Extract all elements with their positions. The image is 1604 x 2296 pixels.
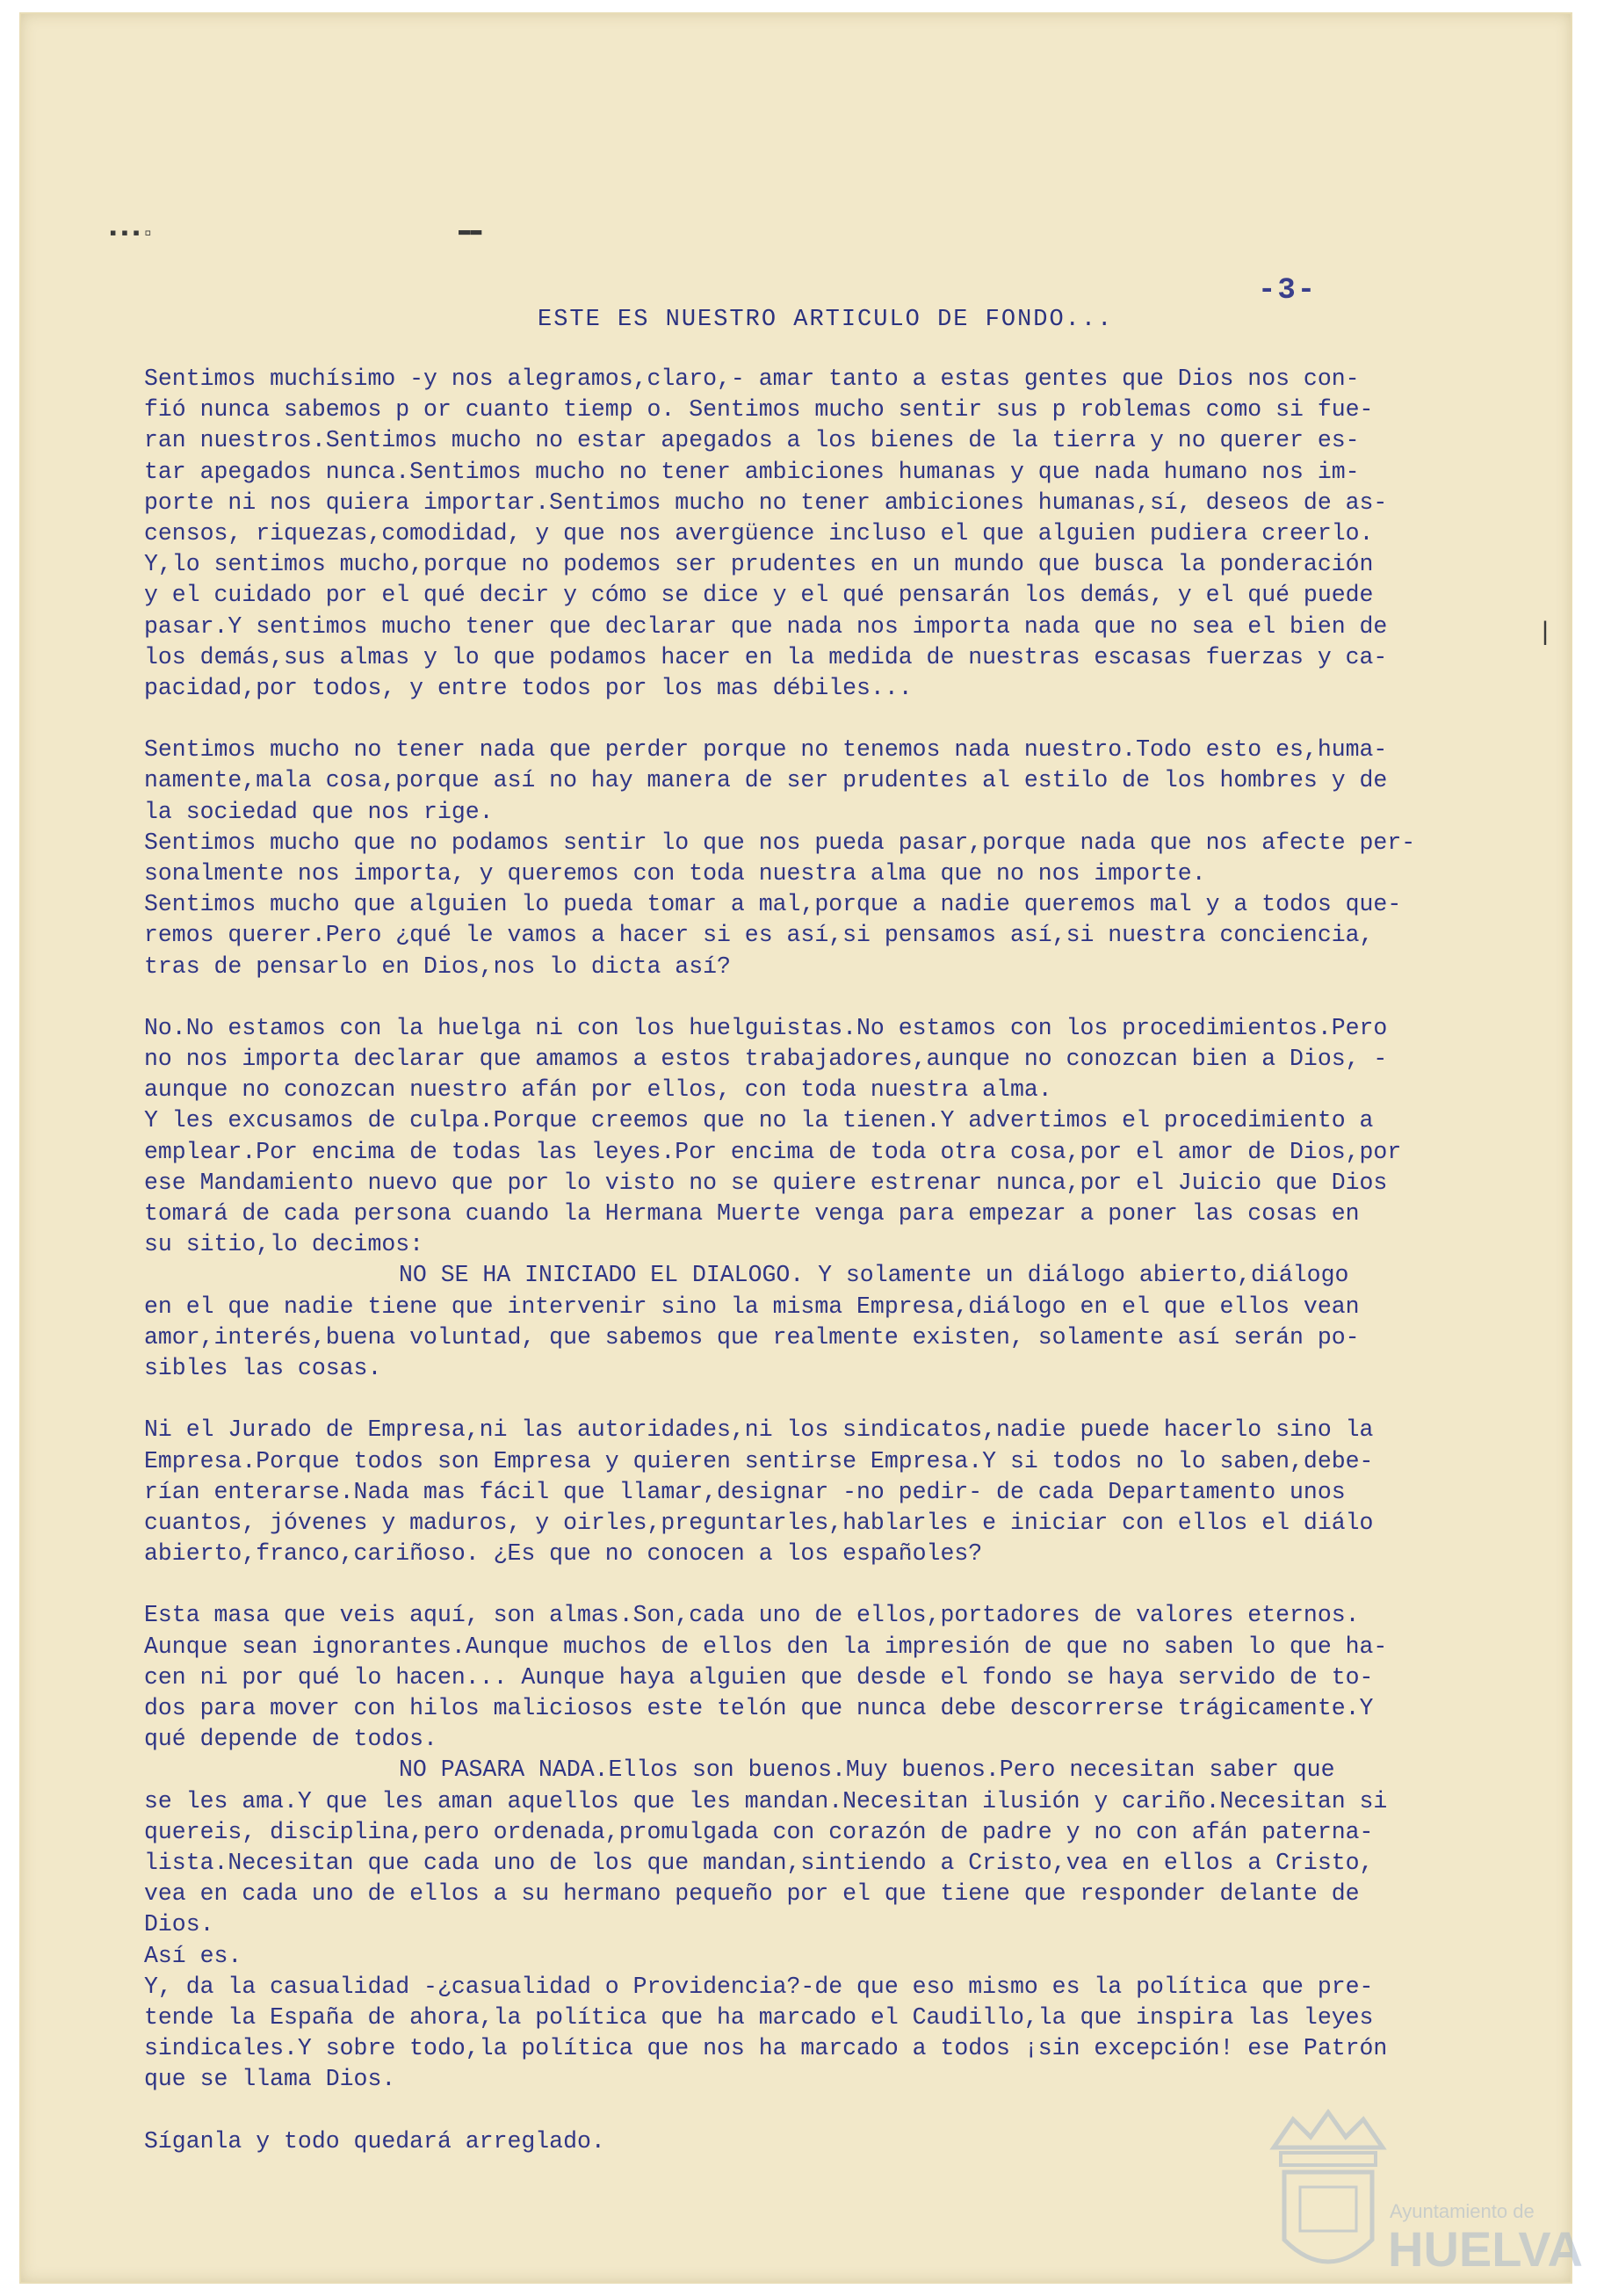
- paragraph-4: [144, 1415, 1453, 1569]
- text-line: vea en cada uno de ellos a su hermano pequeño por el que tiene que responder delante de: [144, 1880, 1360, 1908]
- text-line: Y les excusamos de culpa.Porque creemos que no la tienen.Y advertimos el procedimiento a: [144, 1107, 1374, 1134]
- text-line: pasar.Y sentimos mucho tener que declarar que nada nos importa nada que no sea el bien de: [144, 612, 1388, 640]
- text-line: ran nuestros.Sentimos mucho no estar apegados a los bienes de la tierra y no querer es-: [144, 427, 1360, 454]
- text-line: tar apegados nunca.Sentimos mucho no tener ambiciones humanas y que nada humano nos im-: [144, 458, 1360, 485]
- text-line: Empresa.Porque todos son Empresa y quieren sentirse Empresa.Y si todos no lo saben,debe-: [144, 1447, 1374, 1474]
- text-line: la sociedad que nos rige.: [144, 798, 494, 825]
- text-line: aunque no conozcan nuestro afán por ellos, con toda nuestra alma.: [144, 1076, 1052, 1104]
- text-line: qué depende de todos.: [144, 1726, 437, 1753]
- text-line: censos, riquezas,comodidad, y que nos avergüence incluso el que alguien pudiera creerlo.: [144, 520, 1374, 547]
- text-line: Dios.: [144, 1911, 214, 1938]
- text-line: Sentimos mucho que alguien lo pueda tomar a mal,porque a nadie queremos mal y a todos que-: [144, 891, 1402, 918]
- text-line: emplear.Por encima de todas las leyes.Por encima de toda otra cosa,por el amor de Dios,por: [144, 1138, 1402, 1165]
- text-line: cuantos, jóvenes y maduros, y oirles,preguntarles,hablarles e iniciar con ellos el diálo: [144, 1509, 1374, 1536]
- text-line: remos querer.Pero ¿qué le vamos a hacer si es así,si pensamos así,si nuestra conciencia,: [144, 922, 1374, 949]
- text-line: Sentimos mucho que no podamos sentir lo que nos pueda pasar,porque nada que nos afecte per-: [144, 829, 1416, 856]
- text-line: No.No estamos con la huelga ni con los huelguistas.No estamos con los procedimientos.Pero: [144, 1014, 1388, 1041]
- text-line: Y,lo sentimos mucho,porque no podemos ser prudentes en un mundo que busca la ponderación: [144, 551, 1374, 578]
- ink-mark: ▬▬: [459, 220, 482, 242]
- text-line: sonalmente nos importa, y queremos con toda nuestra alma que no nos importe.: [144, 860, 1206, 887]
- margin-mark: |: [1537, 619, 1554, 648]
- text-line: se les ama.Y que les aman aquellos que les mandan.Necesitan ilusión y cariño.Necesitan si: [144, 1787, 1388, 1814]
- article-body: [144, 364, 1453, 2157]
- text-line: sibles las cosas.: [144, 1355, 382, 1382]
- text-line: y el cuidado por el qué decir y cómo se dice y el qué pensarán los demás, y el qué puede: [144, 582, 1374, 609]
- text-line: ese Mandamiento nuevo que por lo visto no se quiere estrenar nunca,por el Juicio que Dios: [144, 1169, 1388, 1196]
- text-line: fió nunca sabemos p or cuanto tiemp o. Sentimos mucho sentir sus p roblemas como si fue-: [144, 396, 1374, 424]
- text-line: cen ni por qué lo hacen... Aunque haya alguien que desde el fondo se haya servido de to-: [144, 1663, 1374, 1691]
- paragraph-5: [144, 1600, 1453, 2095]
- text-line: namente,mala cosa,porque así no hay manera de ser prudentes al estilo de los hombres y de: [144, 767, 1388, 794]
- archive-seal-watermark: [1258, 2086, 1583, 2292]
- text-line: los demás,sus almas y lo que podamos hacer en la medida de nuestras escasas fuerzas y ca-: [144, 643, 1388, 670]
- crown-shield-icon: [1274, 2112, 1383, 2262]
- text-line: porte ni nos quiera importar.Sentimos mucho no tener ambiciones humanas,sí, deseos de as-: [144, 489, 1388, 516]
- text-line: rían enterarse.Nada mas fácil que llamar,designar -no pedir- de cada Departamento unos: [144, 1478, 1346, 1505]
- ink-mark: ▪▪▪▫: [107, 223, 154, 245]
- text-line: abierto,franco,cariñoso. ¿Es que no conocen a los españoles?: [144, 1540, 983, 1568]
- text-line: sindicales.Y sobre todo,la política que nos ha marcado a todos ¡sin excepción! ese Patrón: [144, 2035, 1388, 2062]
- paragraph-3: [144, 1013, 1453, 1384]
- paper-sheet: [19, 12, 1583, 2284]
- text-line: Ni el Jurado de Empresa,ni las autoridades,ni los sindicatos,nadie puede hacerlo sino la: [144, 1416, 1374, 1444]
- text-line: Aunque sean ignorantes.Aunque muchos de ellos den la impresión de que no saben lo que ha-: [144, 1633, 1388, 1660]
- text-line: quereis, disciplina,pero ordenada,promulgada con corazón de padre y no con afán paterna-: [144, 1818, 1374, 1845]
- text-line: que se llama Dios.: [144, 2066, 396, 2093]
- text-line: dos para mover con hilos maliciosos este telón que nunca debe descorrerse trágicamente.Y: [144, 1694, 1374, 1721]
- text-line-indented: NO PASARA NADA.Ellos son buenos.Muy buenos.Pero necesitan saber que: [399, 1756, 1335, 1784]
- paragraph-1: [144, 364, 1453, 704]
- text-line: lista.Necesitan que cada uno de los que mandan,sintiendo a Cristo,vea en ellos a Cristo,: [144, 1849, 1374, 1876]
- article-title: ESTE ES NUESTRO ARTICULO DE FONDO...: [538, 307, 1114, 333]
- text-line: pacidad,por todos, y entre todos por los mas débiles...: [144, 675, 913, 702]
- text-line: amor,interés,buena voluntad, que sabemos que realmente existen, solamente así serán po-: [144, 1323, 1360, 1351]
- text-line: tende la España de ahora,la política que ha marcado el Caudillo,la que inspira las leyes: [144, 2003, 1374, 2031]
- text-line: tras de pensarlo en Dios,nos lo dicta así?: [144, 952, 731, 980]
- text-line: su sitio,lo decimos:: [144, 1231, 424, 1258]
- text-line: no nos importa declarar que amamos a estos trabajadores,aunque no conozcan bien a Dios, -: [144, 1046, 1388, 1073]
- text-line: tomará de cada persona cuando la Hermana Muerte venga para empezar a poner las cosas en: [144, 1200, 1360, 1228]
- text-line: en el que nadie tiene que intervenir sino la misma Empresa,diálogo en el que ellos vean: [144, 1293, 1360, 1320]
- text-line: Síganla y todo quedará arreglado.: [144, 2127, 605, 2155]
- paragraph-6: [144, 2126, 1453, 2157]
- text-line-indented: NO SE HA INICIADO EL DIALOGO. Y solamente un diálogo abierto,diálogo: [399, 1262, 1349, 1289]
- page-number: -3-: [1258, 274, 1318, 308]
- text-line: Esta masa que veis aquí, son almas.Son,cada uno de ellos,portadores de valores eternos.: [144, 1602, 1360, 1629]
- text-line: Sentimos mucho no tener nada que perder porque no tenemos nada nuestro.Todo esto es,huma-: [144, 736, 1388, 764]
- seal-text-line-2: HUELVA: [1388, 2221, 1583, 2277]
- text-line: Así es.: [144, 1942, 242, 1969]
- paragraph-2: [144, 735, 1453, 982]
- text-line: Y, da la casualidad -¿casualidad o Providencia?-de que eso mismo es la política que pre-: [144, 1973, 1374, 2000]
- text-line: Sentimos muchísimo -y nos alegramos,claro,- amar tanto a estas gentes que Dios nos con-: [144, 366, 1360, 392]
- seal-text-line-1: Ayuntamiento de: [1390, 2200, 1535, 2222]
